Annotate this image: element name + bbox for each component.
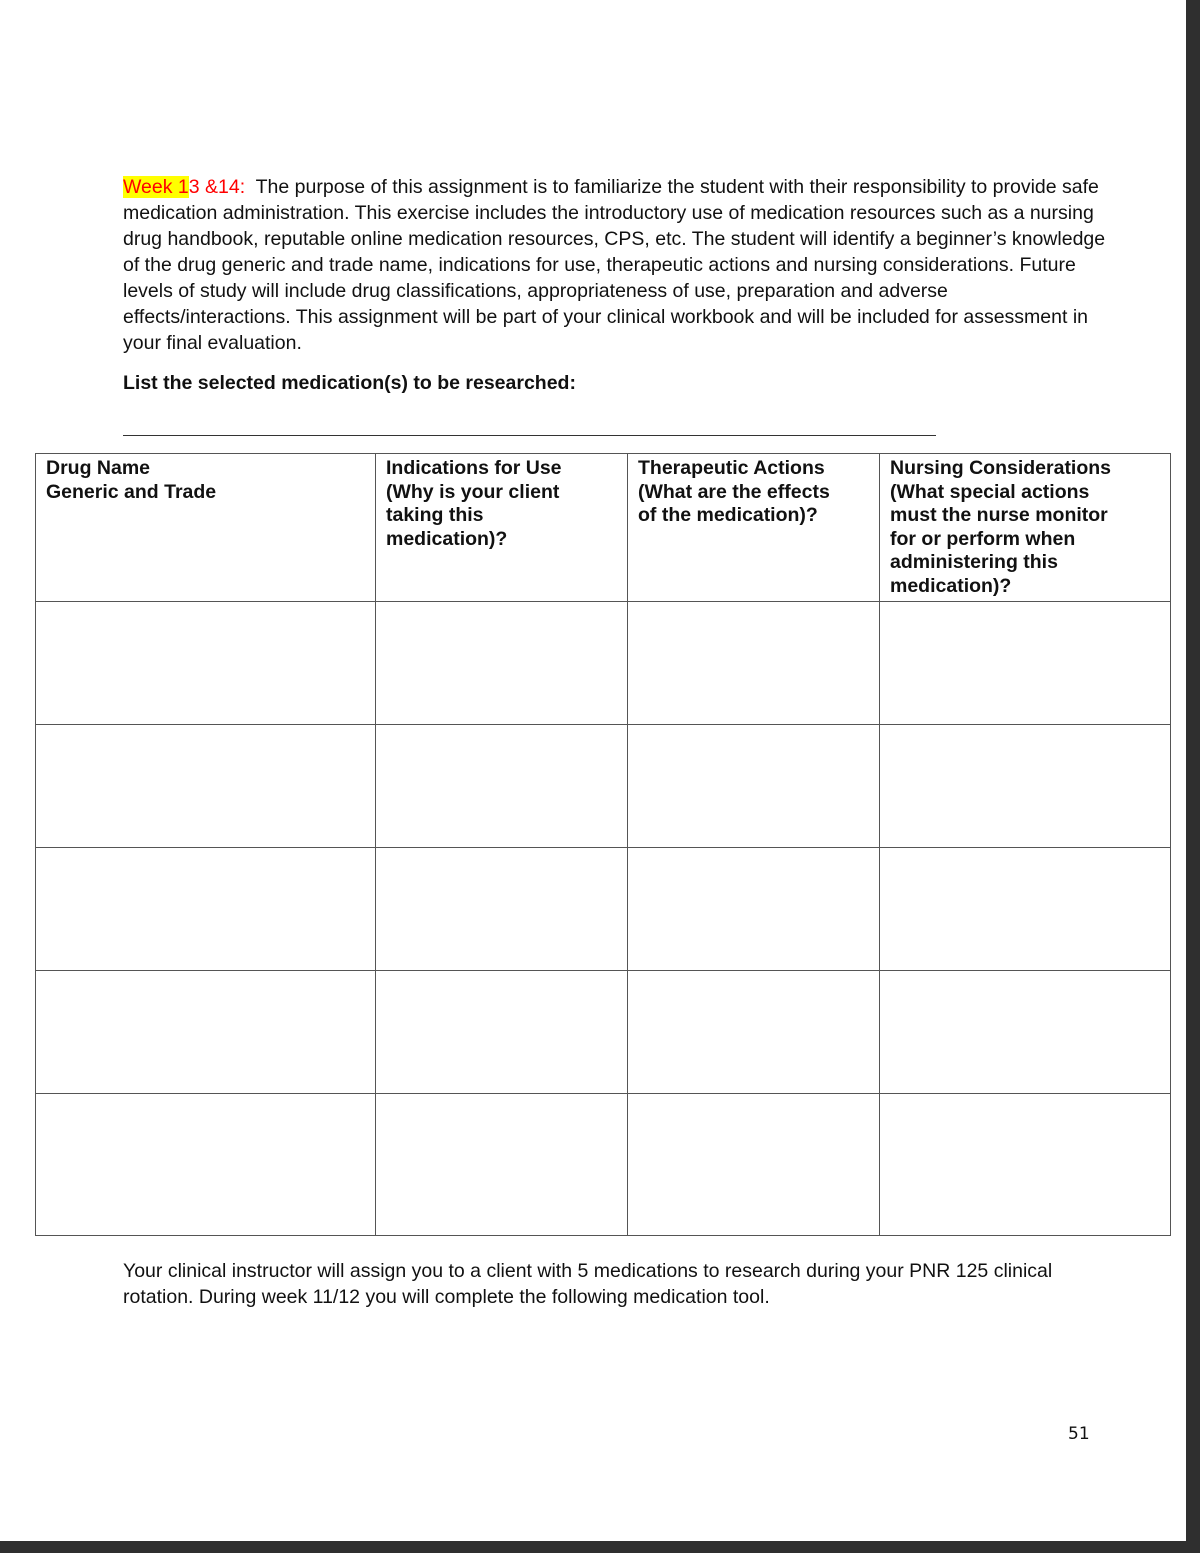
medication-list-label: List the selected medication(s) to be researched: bbox=[123, 372, 576, 394]
table-row bbox=[36, 848, 1171, 971]
table-cell[interactable] bbox=[36, 848, 376, 971]
table-cell[interactable] bbox=[628, 1094, 880, 1236]
table-header-row bbox=[36, 454, 1171, 602]
page-border-bottom bbox=[0, 1541, 1200, 1553]
table-cell[interactable] bbox=[628, 602, 880, 725]
table-row bbox=[36, 971, 1171, 1094]
table-cell[interactable] bbox=[36, 725, 376, 848]
table-cell[interactable] bbox=[36, 602, 376, 725]
table-cell[interactable] bbox=[880, 725, 1171, 848]
table-cell[interactable] bbox=[880, 602, 1171, 725]
table-cell[interactable] bbox=[880, 971, 1171, 1094]
header-indications: Indications for Use (Why is your client taking this medication)? bbox=[376, 454, 628, 602]
intro-body: The purpose of this assignment is to familiarize the student with their responsibility to provide safe medication administration. This exercise includes the introductory use of medication resources such as a nursing drug handbook, reputable online medication resources, CPS, etc. The student will identify a beginner’s knowledge of the drug generic and trade name, indications for use, therapeutic actions and nursing considerations. Future levels of study will include drug classifications, appropriateness of use, preparation and adverse effects/interactions. This assignment will be part of your clinical workbook and will be included for assessment in your final evaluation. bbox=[123, 176, 1106, 354]
assignment-intro bbox=[123, 174, 1113, 356]
table-cell[interactable] bbox=[880, 1094, 1171, 1236]
table-cell[interactable] bbox=[376, 971, 628, 1094]
page-border-right bbox=[1186, 0, 1200, 1553]
table-cell[interactable] bbox=[880, 848, 1171, 971]
table-cell[interactable] bbox=[628, 725, 880, 848]
table-row bbox=[36, 725, 1171, 848]
medication-fill-line[interactable] bbox=[123, 435, 936, 436]
medication-table bbox=[35, 453, 1171, 1236]
page-number: 51 bbox=[1068, 1424, 1090, 1444]
week-label-highlighted: Week 1 bbox=[123, 176, 189, 198]
table-cell[interactable] bbox=[376, 848, 628, 971]
table-cell[interactable] bbox=[376, 1094, 628, 1236]
header-therapeutic-actions: Therapeutic Actions (What are the effects of the medication)? bbox=[628, 454, 880, 602]
table-row bbox=[36, 602, 1171, 725]
table-cell[interactable] bbox=[376, 725, 628, 848]
week-label-rest: 3 &14: bbox=[188, 176, 246, 198]
table-cell[interactable] bbox=[628, 971, 880, 1094]
table-cell[interactable] bbox=[36, 971, 376, 1094]
header-drug-name: Drug Name Generic and Trade bbox=[36, 454, 376, 602]
table-row bbox=[36, 1094, 1171, 1236]
table-cell[interactable] bbox=[376, 602, 628, 725]
table-cell[interactable] bbox=[628, 848, 880, 971]
closing-paragraph: Your clinical instructor will assign you to a client with 5 medications to research during your PNR 125 clinical rotation. During week 11/12 you will complete the following medication tool. bbox=[123, 1260, 1053, 1308]
header-nursing-considerations: Nursing Considerations (What special actions must the nurse monitor for or perform when administering this medication)? bbox=[880, 454, 1171, 602]
table-cell[interactable] bbox=[36, 1094, 376, 1236]
